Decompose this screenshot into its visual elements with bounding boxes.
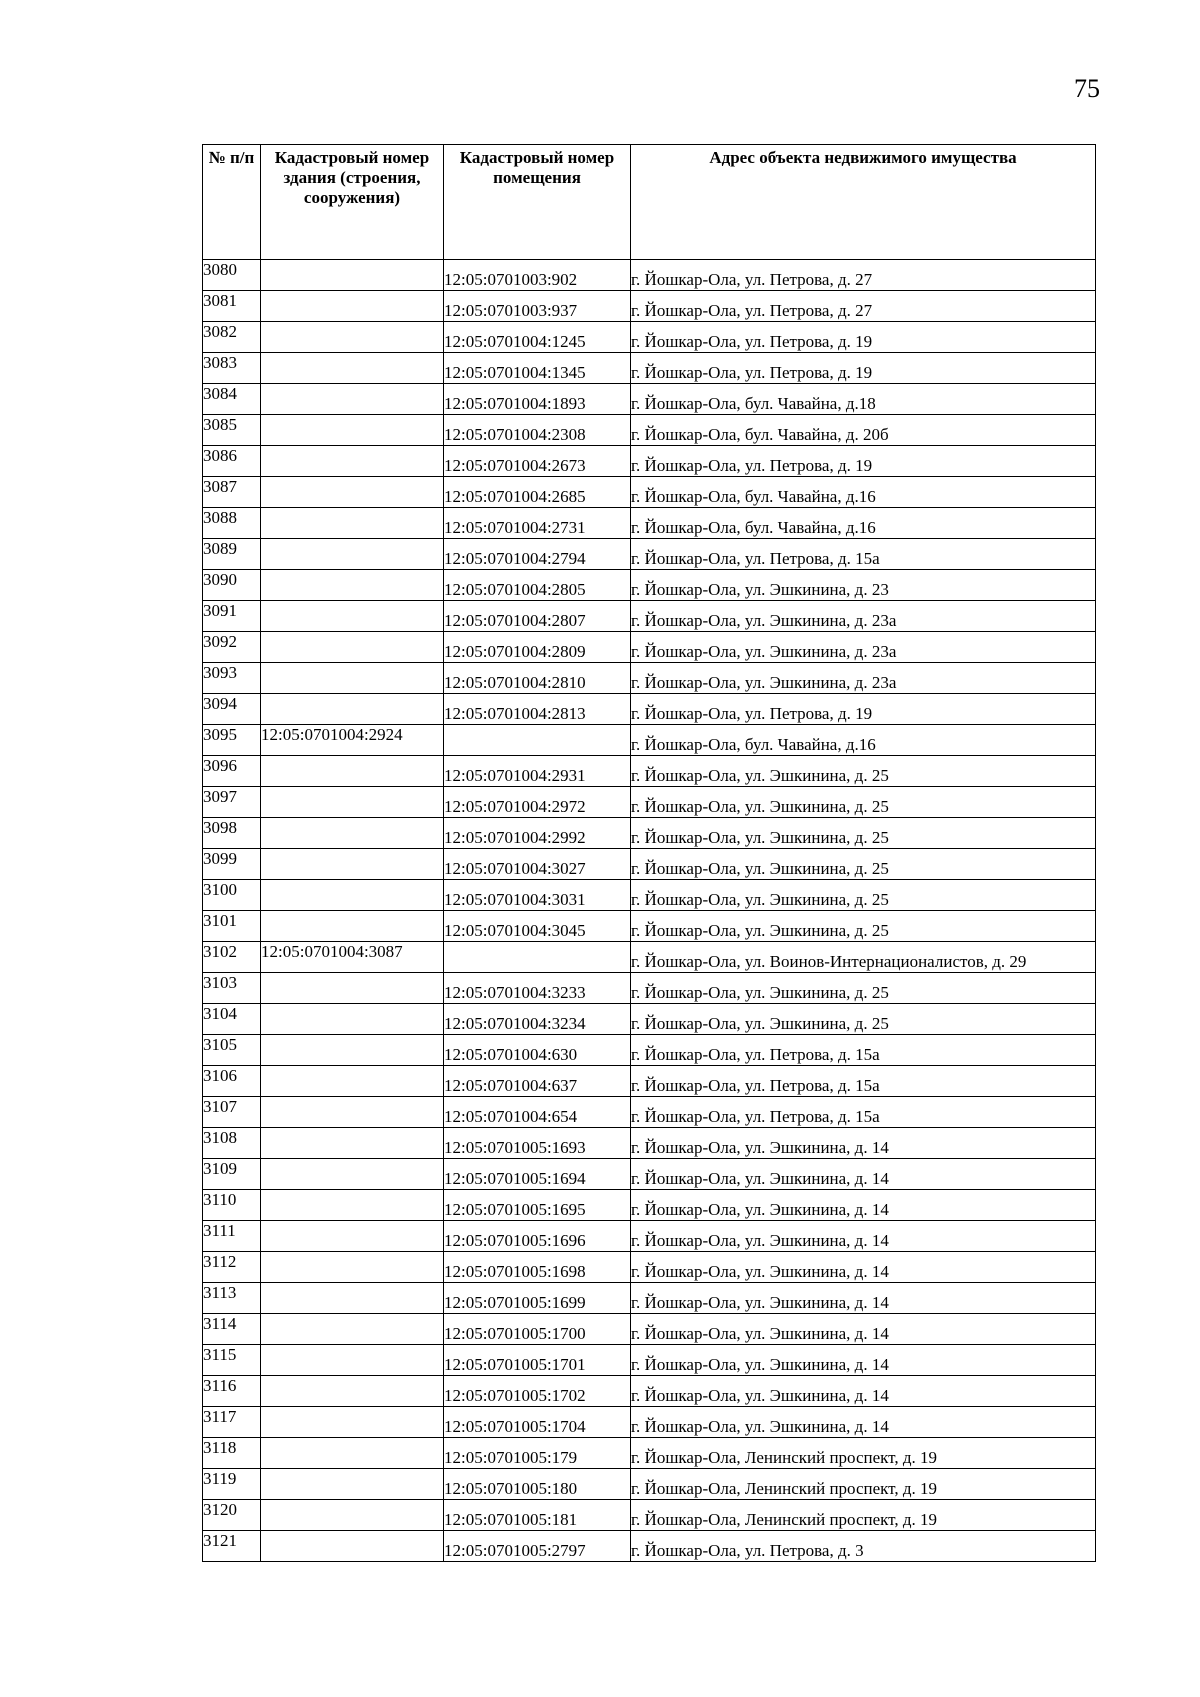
table-row xyxy=(203,725,1096,756)
row-number-cell: 3102 xyxy=(203,942,261,973)
premises-cadastral-cell: 12:05:0701004:2794 xyxy=(444,539,631,570)
row-number-cell: 3118 xyxy=(203,1438,261,1469)
premises-cadastral-cell: 12:05:0701004:3045 xyxy=(444,911,631,942)
building-cadastral-cell xyxy=(261,880,444,911)
address-cell: г. Йошкар-Ола, ул. Эшкинина, д. 25 xyxy=(631,818,1096,849)
premises-cadastral-cell: 12:05:0701004:3233 xyxy=(444,973,631,1004)
premises-cadastral-cell: 12:05:0701004:3027 xyxy=(444,849,631,880)
table-row xyxy=(203,1531,1096,1562)
premises-cadastral-cell: 12:05:0701004:630 xyxy=(444,1035,631,1066)
premises-cadastral-cell xyxy=(444,725,631,756)
premises-cadastral-cell: 12:05:0701005:181 xyxy=(444,1500,631,1531)
building-cadastral-cell xyxy=(261,1097,444,1128)
row-number-cell: 3116 xyxy=(203,1376,261,1407)
address-cell: г. Йошкар-Ола, ул. Эшкинина, д. 23а xyxy=(631,663,1096,694)
row-number-cell: 3119 xyxy=(203,1469,261,1500)
building-cadastral-cell xyxy=(261,1128,444,1159)
table-row xyxy=(203,632,1096,663)
premises-cadastral-cell: 12:05:0701005:2797 xyxy=(444,1531,631,1562)
table-row xyxy=(203,1314,1096,1345)
row-number-cell: 3103 xyxy=(203,973,261,1004)
address-cell: г. Йошкар-Ола, Ленинский проспект, д. 19 xyxy=(631,1469,1096,1500)
row-number-cell: 3088 xyxy=(203,508,261,539)
table-row xyxy=(203,1500,1096,1531)
address-cell: г. Йошкар-Ола, бул. Чавайна, д.16 xyxy=(631,477,1096,508)
table-row xyxy=(203,1345,1096,1376)
table-row xyxy=(203,322,1096,353)
table-row xyxy=(203,384,1096,415)
address-cell: г. Йошкар-Ола, ул. Петрова, д. 15а xyxy=(631,1035,1096,1066)
row-number-cell: 3107 xyxy=(203,1097,261,1128)
address-cell: г. Йошкар-Ола, ул. Петрова, д. 3 xyxy=(631,1531,1096,1562)
table-row xyxy=(203,849,1096,880)
building-cadastral-cell xyxy=(261,973,444,1004)
row-number-cell: 3090 xyxy=(203,570,261,601)
table-row xyxy=(203,1283,1096,1314)
address-cell: г. Йошкар-Ола, ул. Эшкинина, д. 23а xyxy=(631,632,1096,663)
building-cadastral-cell xyxy=(261,1314,444,1345)
address-cell: г. Йошкар-Ола, ул. Эшкинина, д. 14 xyxy=(631,1376,1096,1407)
premises-cadastral-cell: 12:05:0701005:1696 xyxy=(444,1221,631,1252)
address-cell: г. Йошкар-Ола, ул. Эшкинина, д. 14 xyxy=(631,1283,1096,1314)
premises-cadastral-cell: 12:05:0701005:1702 xyxy=(444,1376,631,1407)
table-header-row xyxy=(203,145,1096,260)
building-cadastral-cell xyxy=(261,415,444,446)
address-cell: г. Йошкар-Ола, Ленинский проспект, д. 19 xyxy=(631,1500,1096,1531)
building-cadastral-cell xyxy=(261,322,444,353)
building-cadastral-cell xyxy=(261,477,444,508)
table-row xyxy=(203,415,1096,446)
premises-cadastral-cell: 12:05:0701005:179 xyxy=(444,1438,631,1469)
address-cell: г. Йошкар-Ола, ул. Петрова, д. 19 xyxy=(631,446,1096,477)
row-number-cell: 3084 xyxy=(203,384,261,415)
table-row xyxy=(203,694,1096,725)
row-number-cell: 3092 xyxy=(203,632,261,663)
building-cadastral-cell xyxy=(261,1190,444,1221)
premises-cadastral-cell xyxy=(444,942,631,973)
premises-cadastral-cell: 12:05:0701004:2810 xyxy=(444,663,631,694)
building-cadastral-cell xyxy=(261,1066,444,1097)
row-number-cell: 3114 xyxy=(203,1314,261,1345)
premises-cadastral-cell: 12:05:0701004:3031 xyxy=(444,880,631,911)
table-row xyxy=(203,756,1096,787)
premises-cadastral-cell: 12:05:0701004:2807 xyxy=(444,601,631,632)
premises-cadastral-cell: 12:05:0701004:637 xyxy=(444,1066,631,1097)
building-cadastral-cell xyxy=(261,1283,444,1314)
building-cadastral-cell xyxy=(261,756,444,787)
address-cell: г. Йошкар-Ола, ул. Эшкинина, д. 14 xyxy=(631,1407,1096,1438)
property-registry-table xyxy=(202,144,1096,1562)
address-cell: г. Йошкар-Ола, ул. Эшкинина, д. 25 xyxy=(631,973,1096,1004)
row-number-cell: 3098 xyxy=(203,818,261,849)
address-cell: г. Йошкар-Ола, ул. Эшкинина, д. 25 xyxy=(631,880,1096,911)
premises-cadastral-cell: 12:05:0701004:2809 xyxy=(444,632,631,663)
address-cell: г. Йошкар-Ола, ул. Петрова, д. 19 xyxy=(631,322,1096,353)
building-cadastral-cell xyxy=(261,1407,444,1438)
table-row xyxy=(203,601,1096,632)
table-body xyxy=(203,260,1096,1562)
premises-cadastral-cell: 12:05:0701004:2813 xyxy=(444,694,631,725)
header-building-cadastral: Кадастровый номер здания (строения, сооружения) xyxy=(261,145,444,260)
header-premises-cadastral: Кадастровый номер помещения xyxy=(444,145,631,260)
table-row xyxy=(203,1438,1096,1469)
row-number-cell: 3108 xyxy=(203,1128,261,1159)
premises-cadastral-cell: 12:05:0701004:2992 xyxy=(444,818,631,849)
premises-cadastral-cell: 12:05:0701005:180 xyxy=(444,1469,631,1500)
address-cell: г. Йошкар-Ола, ул. Эшкинина, д. 23 xyxy=(631,570,1096,601)
table-row xyxy=(203,508,1096,539)
address-cell: г. Йошкар-Ола, ул. Эшкинина, д. 25 xyxy=(631,787,1096,818)
address-cell: г. Йошкар-Ола, бул. Чавайна, д.16 xyxy=(631,725,1096,756)
row-number-cell: 3112 xyxy=(203,1252,261,1283)
table-row xyxy=(203,1407,1096,1438)
address-cell: г. Йошкар-Ола, ул. Эшкинина, д. 25 xyxy=(631,911,1096,942)
address-cell: г. Йошкар-Ола, ул. Петрова, д. 15а xyxy=(631,539,1096,570)
address-cell: г. Йошкар-Ола, ул. Эшкинина, д. 14 xyxy=(631,1252,1096,1283)
table-row xyxy=(203,1035,1096,1066)
building-cadastral-cell xyxy=(261,446,444,477)
building-cadastral-cell xyxy=(261,1221,444,1252)
row-number-cell: 3089 xyxy=(203,539,261,570)
premises-cadastral-cell: 12:05:0701004:2731 xyxy=(444,508,631,539)
table-row xyxy=(203,880,1096,911)
row-number-cell: 3082 xyxy=(203,322,261,353)
building-cadastral-cell xyxy=(261,1438,444,1469)
address-cell: г. Йошкар-Ола, ул. Эшкинина, д. 25 xyxy=(631,1004,1096,1035)
table-row xyxy=(203,353,1096,384)
row-number-cell: 3115 xyxy=(203,1345,261,1376)
table-row xyxy=(203,1159,1096,1190)
premises-cadastral-cell: 12:05:0701005:1701 xyxy=(444,1345,631,1376)
building-cadastral-cell xyxy=(261,384,444,415)
row-number-cell: 3110 xyxy=(203,1190,261,1221)
building-cadastral-cell xyxy=(261,1500,444,1531)
row-number-cell: 3094 xyxy=(203,694,261,725)
row-number-cell: 3106 xyxy=(203,1066,261,1097)
building-cadastral-cell xyxy=(261,353,444,384)
premises-cadastral-cell: 12:05:0701004:1345 xyxy=(444,353,631,384)
row-number-cell: 3080 xyxy=(203,260,261,291)
premises-cadastral-cell: 12:05:0701005:1695 xyxy=(444,1190,631,1221)
row-number-cell: 3091 xyxy=(203,601,261,632)
table-row xyxy=(203,1128,1096,1159)
premises-cadastral-cell: 12:05:0701005:1699 xyxy=(444,1283,631,1314)
table-row xyxy=(203,1066,1096,1097)
building-cadastral-cell xyxy=(261,1531,444,1562)
premises-cadastral-cell: 12:05:0701004:3234 xyxy=(444,1004,631,1035)
table-row xyxy=(203,291,1096,322)
row-number-cell: 3087 xyxy=(203,477,261,508)
row-number-cell: 3104 xyxy=(203,1004,261,1035)
row-number-cell: 3085 xyxy=(203,415,261,446)
row-number-cell: 3081 xyxy=(203,291,261,322)
premises-cadastral-cell: 12:05:0701004:1893 xyxy=(444,384,631,415)
address-cell: г. Йошкар-Ола, Ленинский проспект, д. 19 xyxy=(631,1438,1096,1469)
table-row xyxy=(203,942,1096,973)
premises-cadastral-cell: 12:05:0701004:2972 xyxy=(444,787,631,818)
row-number-cell: 3100 xyxy=(203,880,261,911)
row-number-cell: 3101 xyxy=(203,911,261,942)
building-cadastral-cell: 12:05:0701004:3087 xyxy=(261,942,444,973)
row-number-cell: 3121 xyxy=(203,1531,261,1562)
table-row xyxy=(203,818,1096,849)
building-cadastral-cell xyxy=(261,508,444,539)
address-cell: г. Йошкар-Ола, ул. Эшкинина, д. 14 xyxy=(631,1314,1096,1345)
building-cadastral-cell xyxy=(261,1376,444,1407)
row-number-cell: 3113 xyxy=(203,1283,261,1314)
table-row xyxy=(203,446,1096,477)
premises-cadastral-cell: 12:05:0701004:2685 xyxy=(444,477,631,508)
building-cadastral-cell xyxy=(261,787,444,818)
address-cell: г. Йошкар-Ола, ул. Петрова, д. 27 xyxy=(631,260,1096,291)
premises-cadastral-cell: 12:05:0701005:1704 xyxy=(444,1407,631,1438)
address-cell: г. Йошкар-Ола, бул. Чавайна, д.16 xyxy=(631,508,1096,539)
building-cadastral-cell xyxy=(261,663,444,694)
premises-cadastral-cell: 12:05:0701005:1700 xyxy=(444,1314,631,1345)
premises-cadastral-cell: 12:05:0701003:902 xyxy=(444,260,631,291)
address-cell: г. Йошкар-Ола, ул. Эшкинина, д. 14 xyxy=(631,1345,1096,1376)
table-row xyxy=(203,1190,1096,1221)
building-cadastral-cell xyxy=(261,291,444,322)
building-cadastral-cell xyxy=(261,570,444,601)
table-row xyxy=(203,477,1096,508)
building-cadastral-cell xyxy=(261,911,444,942)
premises-cadastral-cell: 12:05:0701004:2308 xyxy=(444,415,631,446)
address-cell: г. Йошкар-Ола, бул. Чавайна, д.18 xyxy=(631,384,1096,415)
premises-cadastral-cell: 12:05:0701004:2931 xyxy=(444,756,631,787)
building-cadastral-cell xyxy=(261,1159,444,1190)
table-row xyxy=(203,1469,1096,1500)
row-number-cell: 3109 xyxy=(203,1159,261,1190)
premises-cadastral-cell: 12:05:0701004:2673 xyxy=(444,446,631,477)
premises-cadastral-cell: 12:05:0701003:937 xyxy=(444,291,631,322)
premises-cadastral-cell: 12:05:0701004:2805 xyxy=(444,570,631,601)
row-number-cell: 3117 xyxy=(203,1407,261,1438)
address-cell: г. Йошкар-Ола, ул. Эшкинина, д. 25 xyxy=(631,849,1096,880)
table-row xyxy=(203,911,1096,942)
building-cadastral-cell xyxy=(261,1035,444,1066)
address-cell: г. Йошкар-Ола, ул. Воинов-Интернационалистов, д. 29 xyxy=(631,942,1096,973)
building-cadastral-cell xyxy=(261,601,444,632)
table-row xyxy=(203,260,1096,291)
premises-cadastral-cell: 12:05:0701005:1693 xyxy=(444,1128,631,1159)
building-cadastral-cell xyxy=(261,260,444,291)
row-number-cell: 3086 xyxy=(203,446,261,477)
address-cell: г. Йошкар-Ола, ул. Петрова, д. 19 xyxy=(631,353,1096,384)
table-row xyxy=(203,1221,1096,1252)
premises-cadastral-cell: 12:05:0701004:1245 xyxy=(444,322,631,353)
table-row xyxy=(203,1097,1096,1128)
table-row xyxy=(203,539,1096,570)
row-number-cell: 3097 xyxy=(203,787,261,818)
address-cell: г. Йошкар-Ола, ул. Эшкинина, д. 14 xyxy=(631,1128,1096,1159)
table-row xyxy=(203,663,1096,694)
row-number-cell: 3105 xyxy=(203,1035,261,1066)
row-number-cell: 3096 xyxy=(203,756,261,787)
table-row xyxy=(203,1252,1096,1283)
building-cadastral-cell xyxy=(261,849,444,880)
row-number-cell: 3099 xyxy=(203,849,261,880)
building-cadastral-cell: 12:05:0701004:2924 xyxy=(261,725,444,756)
address-cell: г. Йошкар-Ола, ул. Эшкинина, д. 14 xyxy=(631,1190,1096,1221)
row-number-cell: 3093 xyxy=(203,663,261,694)
page-number: 75 xyxy=(1074,74,1100,103)
address-cell: г. Йошкар-Ола, ул. Эшкинина, д. 14 xyxy=(631,1221,1096,1252)
address-cell: г. Йошкар-Ола, ул. Петрова, д. 19 xyxy=(631,694,1096,725)
address-cell: г. Йошкар-Ола, ул. Эшкинина, д. 25 xyxy=(631,756,1096,787)
building-cadastral-cell xyxy=(261,1345,444,1376)
building-cadastral-cell xyxy=(261,1252,444,1283)
row-number-cell: 3095 xyxy=(203,725,261,756)
building-cadastral-cell xyxy=(261,632,444,663)
table-row xyxy=(203,1004,1096,1035)
header-num: № п/п xyxy=(203,145,261,260)
header-address: Адрес объекта недвижимого имущества xyxy=(631,145,1096,260)
table-row xyxy=(203,973,1096,1004)
table-row xyxy=(203,1376,1096,1407)
building-cadastral-cell xyxy=(261,1469,444,1500)
premises-cadastral-cell: 12:05:0701005:1698 xyxy=(444,1252,631,1283)
row-number-cell: 3111 xyxy=(203,1221,261,1252)
row-number-cell: 3120 xyxy=(203,1500,261,1531)
address-cell: г. Йошкар-Ола, ул. Петрова, д. 27 xyxy=(631,291,1096,322)
building-cadastral-cell xyxy=(261,818,444,849)
address-cell: г. Йошкар-Ола, ул. Петрова, д. 15а xyxy=(631,1097,1096,1128)
address-cell: г. Йошкар-Ола, ул. Петрова, д. 15а xyxy=(631,1066,1096,1097)
premises-cadastral-cell: 12:05:0701005:1694 xyxy=(444,1159,631,1190)
address-cell: г. Йошкар-Ола, бул. Чавайна, д. 20б xyxy=(631,415,1096,446)
building-cadastral-cell xyxy=(261,539,444,570)
table-row xyxy=(203,570,1096,601)
building-cadastral-cell xyxy=(261,1004,444,1035)
address-cell: г. Йошкар-Ола, ул. Эшкинина, д. 14 xyxy=(631,1159,1096,1190)
building-cadastral-cell xyxy=(261,694,444,725)
table-row xyxy=(203,787,1096,818)
row-number-cell: 3083 xyxy=(203,353,261,384)
premises-cadastral-cell: 12:05:0701004:654 xyxy=(444,1097,631,1128)
address-cell: г. Йошкар-Ола, ул. Эшкинина, д. 23а xyxy=(631,601,1096,632)
